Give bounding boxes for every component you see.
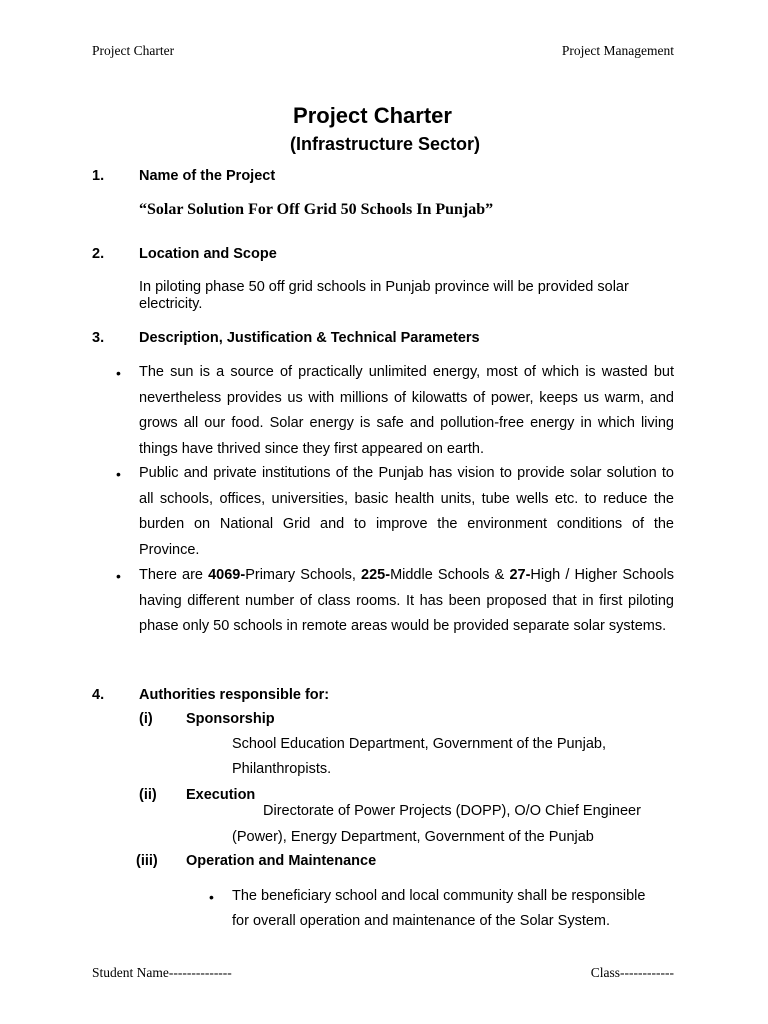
section-1-heading: Name of the Project xyxy=(139,168,276,184)
section-1-number: 1. xyxy=(92,168,105,184)
operation-maintenance-text xyxy=(232,884,645,934)
sponsorship-line-1: School Education Department, Government of the Punjab, xyxy=(232,736,606,752)
header-left: Project Charter xyxy=(92,43,175,58)
execution-line-2: (Power), Energy Department, Government of the Punjab xyxy=(232,829,594,845)
bullet-icon: • xyxy=(116,466,121,482)
operation-maintenance-label: Operation and Maintenance xyxy=(186,853,377,869)
primary-schools-count: 4069- xyxy=(208,567,246,583)
location-scope-text: In piloting phase 50 off grid schools in Punjab province will be provided solar electricity. xyxy=(139,279,629,312)
sub-1-number: (i) xyxy=(139,711,153,727)
bullet-3-text-b: Primary Schools, xyxy=(245,567,362,583)
operation-line-2: for overall operation and maintenance of the Solar System. xyxy=(232,913,611,929)
high-schools-count: 27- xyxy=(509,567,531,583)
project-name: “Solar Solution For Off Grid 50 Schools In Punjab” xyxy=(139,201,494,218)
header-right: Project Management xyxy=(561,43,674,58)
operation-line-1: The beneficiary school and local community shall be responsible xyxy=(232,888,646,904)
bullet-3-text-a: There are xyxy=(139,567,209,583)
description-bullet-2: Public and private institutions of the Punjab has vision to provide solar solution to all schools, offices, universities, basic health units, tube wells etc. to reduce the burden on National Grid and to improve the environment conditions of the Province. xyxy=(139,465,674,558)
sub-3-number: (iii) xyxy=(136,853,158,869)
footer-student-name: Student Name-------------- xyxy=(92,965,232,980)
section-3-number: 3. xyxy=(92,330,105,346)
bullet-icon: • xyxy=(116,568,121,584)
page-subtitle: (Infrastructure Sector) xyxy=(289,134,481,154)
description-bullet-1: The sun is a source of practically unlimited energy, most of which is wasted but nevertheless provides us with millions of kilowatts of power, keeps us warm, and grows all our food. Solar energy is safe and pollution-free energy in which living things have thrived since they first appeared on earth. xyxy=(139,364,674,457)
section-4-heading: Authorities responsible for: xyxy=(139,687,330,703)
description-bullet-3 xyxy=(139,563,674,640)
bullet-3-text-c: Middle Schools & xyxy=(390,567,510,583)
middle-schools-count: 225- xyxy=(361,567,391,583)
sponsorship-label: Sponsorship xyxy=(186,711,275,727)
page-title: Project Charter xyxy=(293,103,452,128)
execution-line-1: Directorate of Power Projects (DOPP), O/O Chief Engineer xyxy=(263,803,641,819)
section-2-number: 2. xyxy=(92,246,105,262)
bullet-3-text-d: High / Higher Schools having different number of class rooms. It has been proposed that in first piloting phase only 50 schools in remote areas would be provided separate solar systems. xyxy=(139,567,674,634)
sponsorship-text xyxy=(232,732,606,782)
execution-label: Execution xyxy=(186,787,256,803)
footer-class: Class------------ xyxy=(590,965,674,980)
bullet-icon: • xyxy=(116,365,121,381)
section-3-heading: Description, Justification & Technical Parameters xyxy=(139,330,480,346)
sub-2-number: (ii) xyxy=(139,787,157,803)
section-4-number: 4. xyxy=(92,687,105,703)
section-2-heading: Location and Scope xyxy=(139,246,277,262)
bullet-icon: • xyxy=(209,889,214,905)
sponsorship-line-2: Philanthropists. xyxy=(232,761,332,777)
